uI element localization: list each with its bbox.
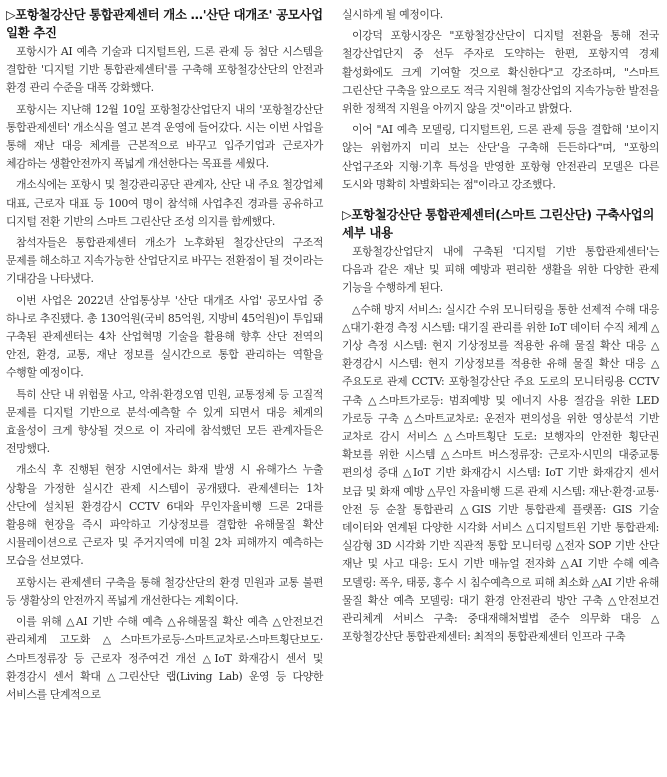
section-heading-opening: ▷포항철강산단 통합관제센터 개소 …'산단 대개조' 공모사업 일환 추진 [6, 7, 323, 40]
paragraph: 포항시가 AI 예측 기술과 디지털트윈, 드론 관제 등 첨단 시스템을 결합한 '디지털 기반 통합관제센터'를 구축해 포항철강산단의 안전과 환경 관리 수준을 대폭 강화했다. [6, 45, 323, 95]
paragraph: 이번 사업은 2022년 산업통상부 '산단 대개조 사업' 공모사업 중 하나로 추진됐다. 총 130억원(국비 85억원, 지방비 45억원)이 투입돼 구축된 관제센터는 4차 산업혁명 기술을 활용해 향후 산단 전역의 안전, 환경, 교통, 재난 정보를 실시간으로 통합 관리하는 역할을 수행할 예정이다. [6, 293, 323, 380]
section-heading-details: ▷포항철강산단 통합관제센터(스마트 그린산단) 구축사업의 세부 내용 [342, 207, 655, 241]
paragraph: 개소식에는 포항시 및 철강관리공단 관계자, 산단 내 주요 철강업체 대표, 근로자 대표 등 100여 명이 참석해 사업추진 경과를 공유하고 디지털 전환 기반의 스마트 그린산단 조성 의지를 함께했다. [6, 178, 323, 228]
paragraph: 포항시는 관제센터 구축을 통해 철강산단의 환경 민원과 교통 불편 등 생활상의 안전까지 폭넓게 개선한다는 계획이다. [6, 575, 323, 607]
paragraph: 포항철강산업단지 내에 구축된 '디지털 기반 통합관제센터'는 다음과 같은 재난 및 피해 예방과 편리한 생활을 위한 다양한 관제 기능을 수행하게 된다. [342, 245, 659, 295]
paragraph-services-list: △수해 방지 서비스: 실시간 수위 모니터링을 통한 선제적 수해 대응 △대기·환경 측정 시스템: 대기질 관리를 위한 IoT 데이터 수직 체계 △기상 측정 시스템: 현지 기상정보를 적용한 유해 물질 확산 대응 △환경감시 시스템: 현지 기상정보를 적용한 유해 물질 확산 대응 △주요도로 관제 CCTV: 포항철강산단 주요 도로의 모니터링용 CCTV 구축 △스마트가로등: 범죄예방 및 에너지 사용 절감을 위한 LED 가로등 구축 △스마트교차로: 운전자 편의성을 위한 영상분석 기반 교차로 감시 서비스 △스마트횡단 도로: 보행자의 안전한 횡단권 확보를 위한 시스템 △스마트 버스정류장: 근로자·시민의 대중교통 편의성 증대 △IoT 기반 화재감시 시스템: IoT 기반 화재감지 센서 보급 및 화재 예방 △무인 자율비행 드론 관제 시스템: 재난·환경·교통·안전 등 순찰 통합관리 △GIS 기반 통합관제 플랫폼: GIS 기술 데이터와 연계된 다양한 시각화 서비스 △디지털트윈 기반 통합관제: 실감형 3D 시각화 기반 직관적 통합 모니터링 △전자 SOP 기반 산단 재난 및 사고 대응: 도시 기반 매뉴얼 전자화 △AI 기반 수해 예측 모델링: 폭우, 태풍, 홍수 시 침수예측으로 피해 최소화 △AI 기반 유해 물질 확산 예측 모델링: 대기 환경 안전관리 방안 구축 △안전보건 관리체계 서비스 구축: 중대재해처벌법 준수 의무화 대응 △포항철강산단 통합관제센터: 최적의 통합관제센터 인프라 구축 [342, 302, 659, 644]
paragraph: 개소식 후 진행된 현장 시연에서는 화재 발생 시 유해가스 누출 상황을 가정한 실시간 관제 시스템이 공개됐다. 관제센터는 1차 산단에 설치된 환경감시 CCTV 6대와 무인자율비행 드론 2대를 활용해 현장을 즉시 파악하고 기상정보를 결합한 유해물질 확산 시뮬레이션으로 근로자 및 주거지역에 미칠 2차 피해까지 예측하는 모습을 선보였다. [6, 463, 323, 568]
left-column [6, 6, 323, 707]
paragraph: 이를 위해 △AI 기반 수해 예측 △유해물질 확산 예측 △안전보건 관리체계 고도화 △스마트가로등·스마트교차로·스마트횡단보도·스마트정류장 등 근로자 정주여건 개선 △IoT 화재감시 센서 및 환경감시 센서 확대 △그린산단 랩(Living Lab) 운영 등 다양한 서비스를 단계적으로 [6, 615, 323, 701]
paragraph: 특히 산단 내 위험물 사고, 악취·환경오염 민원, 교통정체 등 고질적 문제를 디지털 기반으로 분석·예측할 수 있게 되면서 대응 체계의 효율성이 크게 향상될 것으로 이 자리에 참석했던 모든 관계자들은 전망했다. [6, 387, 323, 456]
paragraph-continued: 실시하게 될 예정이다. [342, 8, 443, 21]
paragraph: 이강덕 포항시장은 "포항철강산단이 디지털 전환을 통해 전국 철강산업단지 중 선두 주자로 도약하는 한편, 포항지역 경제 활성화에도 크게 기여할 것으로 확신한다"고 강조하며, "스마트 그린산단 구축을 앞으로도 적극 지원해 철강산업의 지속가능한 발전을 위한 정책적 지원을 아끼지 않을 것"이라고 밝혔다. [342, 29, 659, 116]
paragraph: 참석자들은 통합관제센터 개소가 노후화된 철강산단의 구조적 문제를 해소하고 지속가능한 산업단지로 바꾸는 전환점이 될 것이라는 기대감을 나타냈다. [6, 236, 323, 286]
paragraph: 포항시는 지난해 12월 10일 포항철강산업단지 내의 '포항철강산단 통합관제센터' 개소식을 열고 본격 운영에 들어갔다. 시는 이번 사업을 통해 재난 대응 체계를 근본적으로 바꾸고 입주기업과 근로자가 체감하는 생활안전까지 폭넓게 개선한다는 목표를 세웠다. [6, 102, 323, 171]
right-column [342, 6, 659, 650]
paragraph: 이어 "AI 예측 모델링, 디지털트윈, 드론 관제 등을 결합해 '보이지 않는 위험까지 미리 보는 산단'을 구축해 든든하다"며, "포항의 산업구조와 지형·기후 특성을 반영한 포항형 안전관리 모델은 다른 도시와 명확히 차별화되는 점"이라고 강조했다. [342, 123, 659, 191]
